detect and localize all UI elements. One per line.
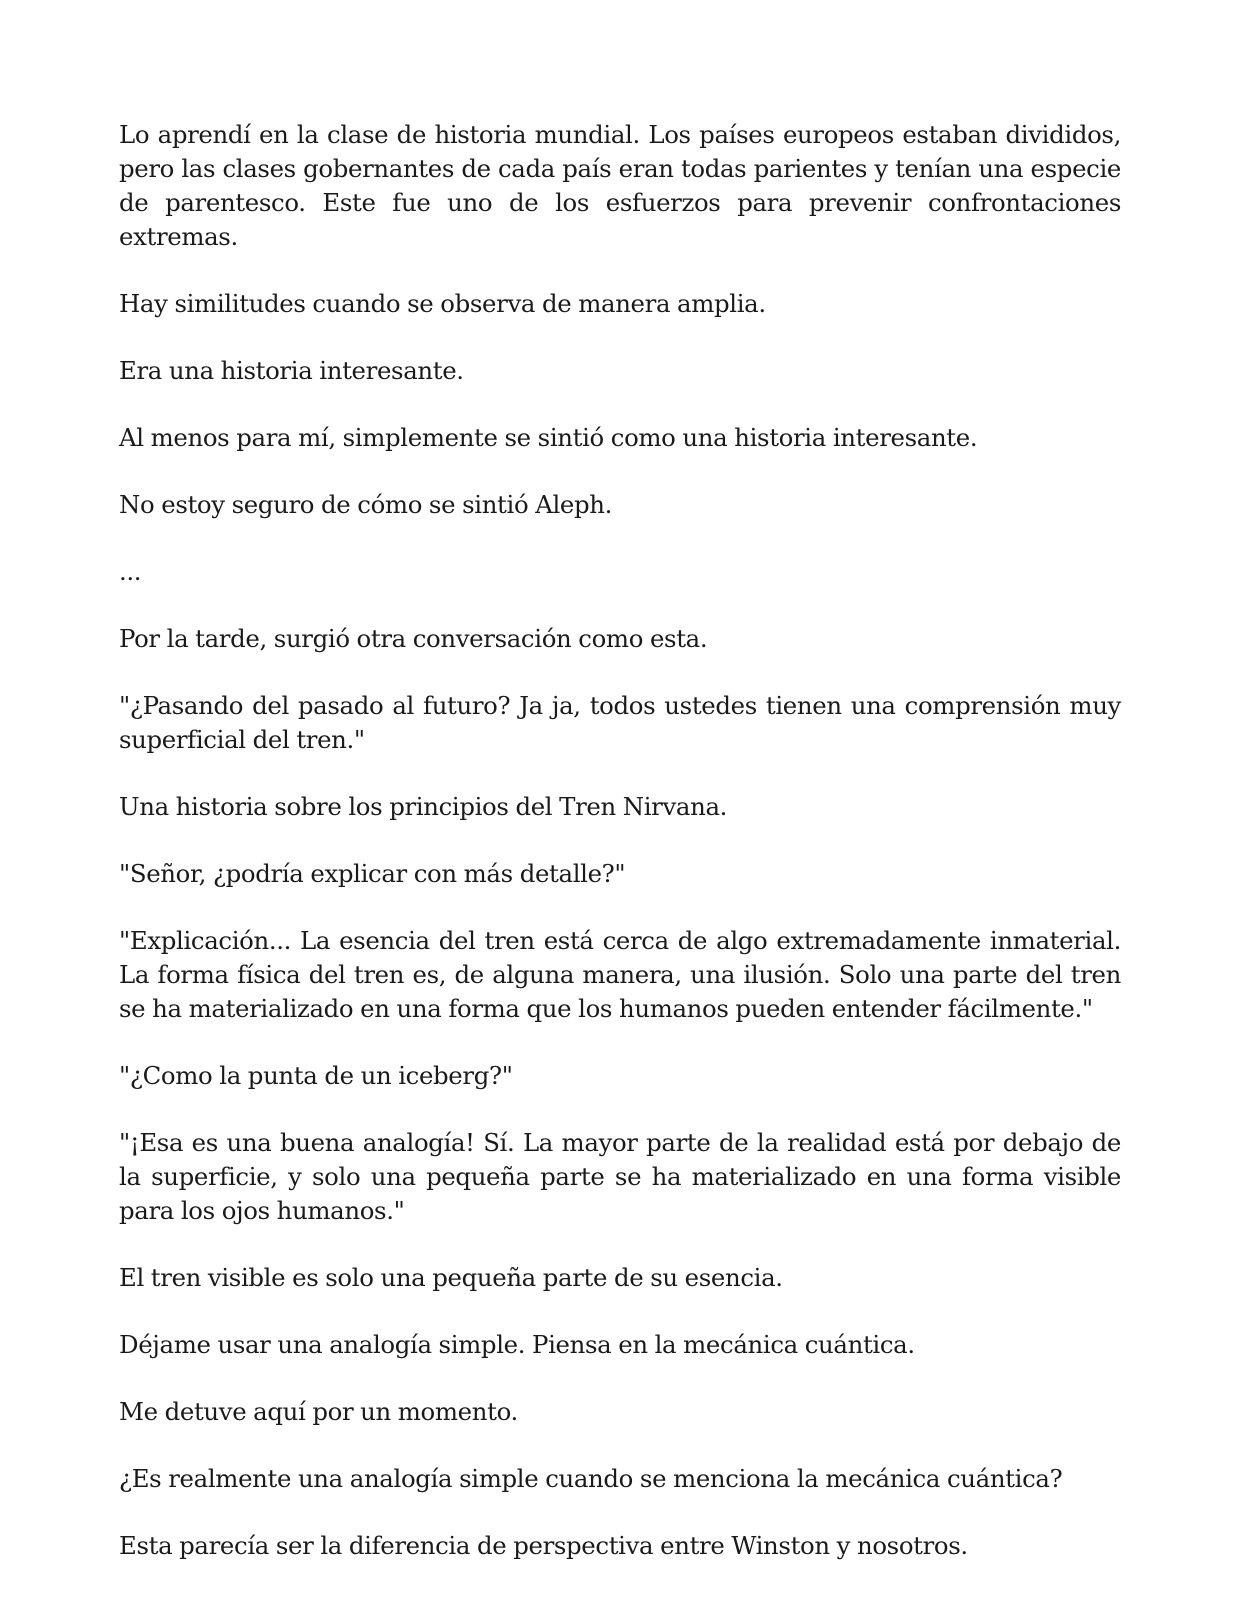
paragraph: Una historia sobre los principios del Tren Nirvana. bbox=[119, 792, 728, 821]
paragraph: Por la tarde, surgió otra conversación como esta. bbox=[119, 624, 708, 653]
dialogue-paragraph: "Señor, ¿podría explicar con más detalle?" bbox=[119, 859, 626, 888]
paragraph: Lo aprendí en la clase de historia mundial. Los países europeos estaban divididos, pero las clases gobernantes de cada país eran todas parientes y tenían una especie de parentesco. Este fue uno de los esfuerzos para prevenir confrontaciones extremas. bbox=[119, 120, 1121, 251]
dialogue-paragraph: "¡Esa es una buena analogía! Sí. La mayor parte de la realidad está por debajo de la superficie, y solo una pequeña parte se ha materializado en una forma visible para los ojos humanos." bbox=[119, 1128, 1121, 1225]
paragraph: Esta parecía ser la diferencia de perspectiva entre Winston y nosotros. bbox=[119, 1531, 968, 1560]
paragraph: Al menos para mí, simplemente se sintió como una historia interesante. bbox=[119, 423, 978, 452]
paragraph: Déjame usar una analogía simple. Piensa en la mecánica cuántica. bbox=[119, 1330, 915, 1359]
dialogue-paragraph: "¿Pasando del pasado al futuro? Ja ja, todos ustedes tienen una comprensión muy superficial del tren." bbox=[119, 691, 1121, 754]
dialogue-paragraph: "¿Como la punta de un iceberg?" bbox=[119, 1061, 513, 1090]
paragraph: No estoy seguro de cómo se sintió Aleph. bbox=[119, 490, 613, 519]
paragraph: Hay similitudes cuando se observa de manera amplia. bbox=[119, 289, 766, 318]
ellipsis-separator: ... bbox=[119, 557, 142, 586]
paragraph: El tren visible es solo una pequeña parte de su esencia. bbox=[119, 1263, 783, 1292]
paragraph: Me detuve aquí por un momento. bbox=[119, 1397, 518, 1426]
document-body bbox=[119, 118, 1121, 1563]
dialogue-paragraph: "Explicación... La esencia del tren está cerca de algo extremadamente inmaterial. La forma física del tren es, de alguna manera, una ilusión. Solo una parte del tren se ha materializado en una forma que los humanos pueden entender fácilmente." bbox=[119, 926, 1121, 1023]
paragraph: Era una historia interesante. bbox=[119, 356, 464, 385]
paragraph: ¿Es realmente una analogía simple cuando se menciona la mecánica cuántica? bbox=[119, 1464, 1063, 1493]
